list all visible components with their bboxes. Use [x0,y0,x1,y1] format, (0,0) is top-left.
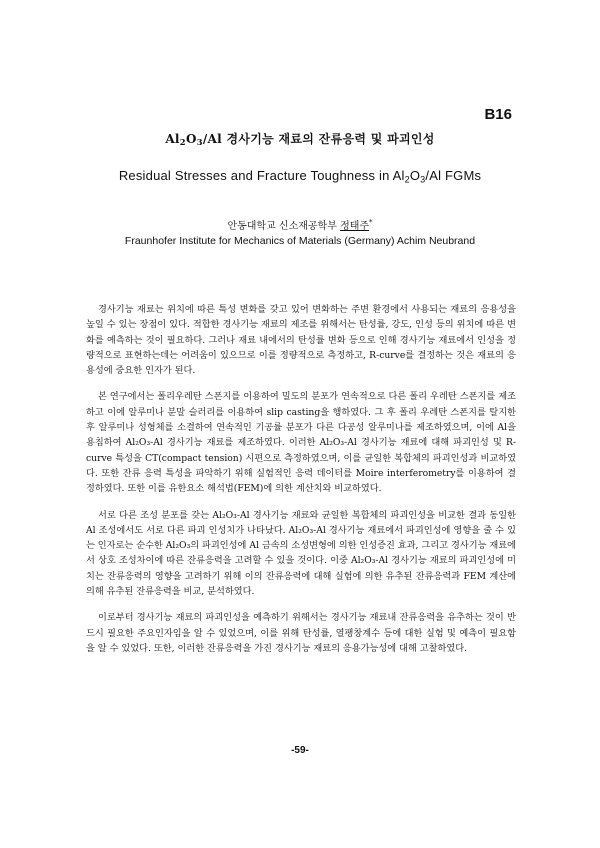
title-korean [0,130,600,147]
title-korean-part: /Al 경사기능 재료의 잔류응력 및 파괴인성 [202,132,435,146]
paragraph: 본 연구에서는 폴리우레탄 스폰지를 이용하여 밀도의 분포가 연속적으로 다른 폴리 우레탄 스폰지를 제조하고 이에 알루미나 분말 슬러리를 이용하여 slip casting을 행하였다. 그 후 폴리 우레탄 스폰지를 탈지한 후 알루미나 성형체를 소결하여 연속적인 기공률 분포가 다른 다공성 알루미나를 제조하였으며, 이에 Al을 용침하여 Al₂O₃-Al 경사기능 재료를 제조하였다. 이러한 Al₂O₃-Al 경사기능 재료에 대해 파괴인성 및 R-curve 특성을 CT(compact tension) 시편으로 측정하였으며, 이를 균일한 복합체의 파괴인성과 비교하였다. 또한 잔류 응력 특성을 파악하기 위해 실험적인 응력 데이터를 Moire interferometry를 이용하여 결정하였다. 또한 이를 유한요소 해석법(FEM)에 의한 계산치와 비교하였다. [86,391,516,495]
section-code: B16 [484,106,512,123]
paragraph: 이로부터 경사기능 재료의 파괴인성을 예측하기 위해서는 경사기능 재료내 잔류응력을 유추하는 것이 반드시 필요한 주요인자임을 알 수 있었으며, 이를 위해 탄성률, 열팽창계수 등에 대한 실험 및 예측이 필요함을 알 수 있었다. 또한, 이러한 잔류응력을 가진 경사기능 재료의 응용가능성에 대해 고찰하였다. [86,612,516,654]
affiliation-korean-text: 안동대학교 신소재공학부 [227,221,341,232]
title-korean-part: O [185,132,197,146]
title-korean-subscript: 2 [179,137,186,148]
title-english-part: /Al FGMs [425,168,482,183]
title-english-subscript: 3 [420,174,426,185]
title-english-part: O [409,168,421,183]
paragraph: 경사기능 재료는 위치에 따른 특성 변화를 갖고 있어 변화하는 주변 환경에서 사용되는 재료의 응용성을 높일 수 있는 장점이 있다. 적합한 경사기능 재료의 제조를 위해서는 탄성률, 강도, 인성 등의 위치에 따른 변화를 예측하는 것이 필요하다. 그러나 재료 내에서의 탄성률 변화 등으로 인해 경사기능 재료에서 인성을 정량적으로 표현하는데는 어려움이 있으므로 이를 정량적으로 측정하고, R-curve를 결정하는 것은 재료의 응용성에 중요한 인자가 된다. [86,304,516,377]
title-korean-subscript: 3 [196,137,203,148]
title-korean-part: Al [165,132,180,146]
title-english-part: Residual Stresses and Fracture Toughness in Al [118,168,405,183]
title-english [0,168,600,183]
affiliation-korean [0,217,600,232]
author-name: 정태주 [340,221,370,232]
corresponding-mark: * [369,218,373,227]
affiliation-english: Fraunhofer Institute for Mechanics of Materials (Germany) Achim Neubrand [124,235,476,247]
page-number: -59- [291,745,309,756]
title-english-subscript: 2 [404,174,410,185]
paragraph: 서로 다른 조성 분포를 갖는 Al₂O₃-Al 경사기능 재료와 균일한 복합체의 파괴인성을 비교한 결과 동일한 Al 조성에서도 서로 다른 파괴 인성치가 나타났다. Al₂O₃-Al 경사기능 재료에서 파괴인성에 영향을 줄 수 있는 인자로는 순수한 Al₂O₃의 파괴인성에 Al 금속의 소성변형에 의한 인성증진 효과, 그리고 경사기능 재료에서 상호 조성차이에 따른 잔류응력을 고려할 수 있을 것이다. 이중 Al₂O₃-Al 경사기능 재료의 파괴인성에 미치는 잔류응력의 영향을 고려하기 위해 이의 잔류응력에 대해 실험에 의한 유추된 잔류응력과 FEM 계산에 의해 유추된 잔류응력을 비교, 분석하였다. [86,509,516,598]
abstract-body [86,302,516,667]
